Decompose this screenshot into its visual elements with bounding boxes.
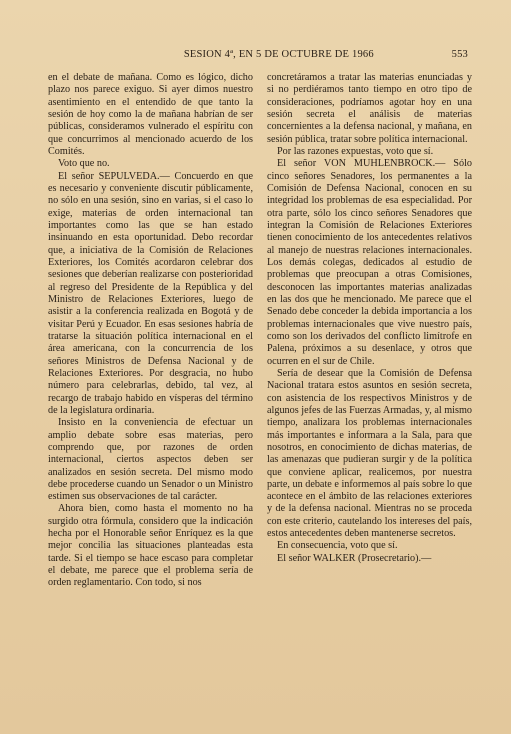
paragraph: El señor WALKER (Prosecretario).— — [277, 552, 432, 564]
paragraph: en el debate de mañana. Como es lógico, dicho plazo nos parece exiguo. Si ayer dimos nuestro asentimiento en el entendido de que tanto la sesión de hoy como la de mañana habrían de ser públicas, consideramos vulnerado el espíritu con que concurrimos al mencionado acuerdo de los Comités. — [48, 72, 253, 157]
paragraph: Sería de desear que la Comisión de Defensa Nacional tratara estos asuntos en sesión secreta, con asistencia de los respectivos Ministros y de algunos jefes de las Fuerzas Armadas, y, al mismo tiempo, analizara los problemas internacionales más importantes e informara a la Sala, para que nosotros, en conocimiento de dichas materias, de las amenazas que pudieran surgir y de la política que conviene aplicar, realicemos, por nuestra parte, un debate e informemos al país sobre lo que acontece en el ámbito de las relaciones exteriores y de la defensa nacional. Mientras no se proceda con este criterio, cautelando los intereses del país, estos antecedentes deben mantenerse secretos. — [267, 367, 472, 540]
paragraph: En consecuencia, voto que sí. — [277, 540, 398, 552]
paragraph: Por las razones expuestas, voto que sí. — [277, 145, 434, 157]
paragraph: Insisto en la conveniencia de efectuar un amplio debate sobre esas materias, pero comprendo que, por razones de orden internacional, ciertos aspectos deben ser analizados en sesión secreta. Del mismo modo debe procederse cuando un Senador o un Ministro estimen sus observaciones de tal carácter. — [48, 417, 253, 503]
paragraph: Ahora bien, como hasta el momento no ha surgido otra fórmula, considero que la indicación hecha por el Honorable señor Enríquez es la que mejor concilia las situaciones planteadas esta tarde. Si el tiempo se hace escaso para completar el debate, me parece que el problema sería de orden reglamentario. Con todo, si nos — [48, 503, 253, 589]
page-header — [48, 49, 468, 60]
right-column — [267, 72, 472, 672]
text-columns — [48, 72, 472, 672]
session-title: SESION 4ª, EN 5 DE OCTUBRE DE 1966 — [183, 49, 374, 60]
paragraph: concretáramos a tratar las materias enunciadas y si no perdiéramos tanto tiempo en otro tipo de consideraciones, podríamos agotar hoy en una sesión secreta el análisis de materias concernientes a la defensa nacional, y mañana, en sesión pública, tratar sobre política internacional. — [267, 72, 472, 145]
paragraph: Voto que no. — [58, 158, 110, 170]
paragraph: El señor VON MUHLENBROCK.— Sólo cinco señores Senadores, los permanentes a la Comisión de Defensa Nacional, conocen en su integridad los problemas de esa especialidad. Por otra parte, sólo los cinco señores Senadores que integran la Comisión de Relaciones Exteriores tienen conocimiento de los antecedentes relativos al manejo de nuestras relaciones internacionales. Los demás colegas, dedicados al estudio de problemas que preocupan a otras Comisiones, desconocen las importantes materias analizadas en las dos que he mencionado. Me parece que el Senado debe conceder la debida importancia a los problemas internacionales que vive nuestro país, como son los derivados del conflicto limítrofe en Palena, próximos a su desenlace, y otros que ocurren en el sur de Chile. — [267, 158, 472, 367]
left-column — [48, 72, 253, 672]
paragraph: El señor SEPULVEDA.— Concuerdo en que es necesario y conveniente discutir públicamente, no sólo en una sesión, sino en varias, si el caso lo exige, materias de orden internacional tan importantes como las que se han estado insinuando en esta oportunidad. Debo recordar que, a iniciativa de la Comisión de Relaciones Exteriores, los Comités acordaron celebrar dos sesiones que deberían realizarse con posterioridad al regreso del Presidente de la República y del Ministro de Relaciones Exteriores, luego de asistir a la conferencia realizada en Bogotá y de visitar Perú y Ecuador. En esas sesiones habría de tratarse la situación política internacional en el área americana, con la concurrencia de los señores Ministros de Defensa Nacional y de Relaciones Exteriores. Por desgracia, no hubo número para celebrarlas, debido, tal vez, al recargo de trabajo habido en vísperas del término de la legislatura ordinaria. — [48, 170, 253, 416]
page-number: 553 — [451, 49, 468, 60]
